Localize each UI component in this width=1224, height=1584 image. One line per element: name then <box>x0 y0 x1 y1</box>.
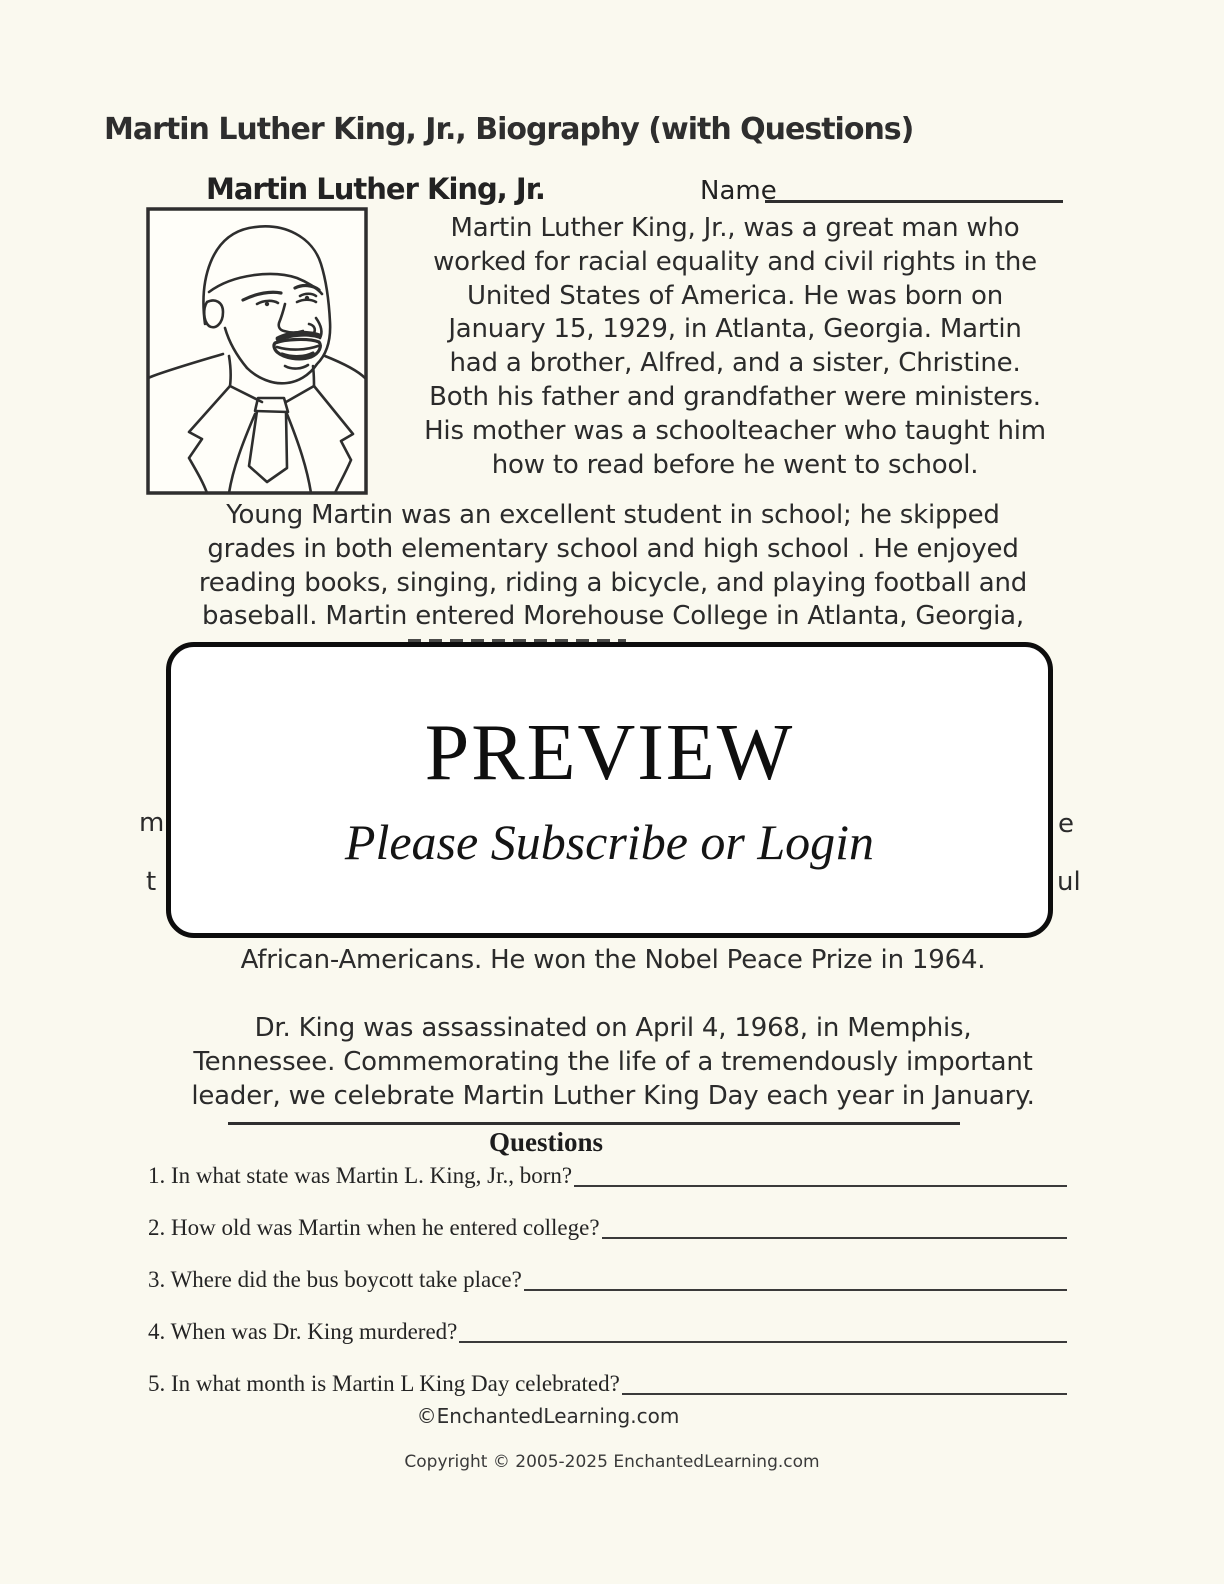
question-row <box>148 1264 1067 1294</box>
text-line: how to read before he went to school. <box>491 449 979 480</box>
text-line: Tennessee. Commemorating the life of a tremendously important <box>193 1046 1033 1077</box>
question-row <box>148 1160 1067 1190</box>
text-line: baseball. Martin entered Morehouse College in Atlanta, Georgia, <box>202 601 1024 632</box>
answer-blank <box>602 1237 1067 1239</box>
question-row <box>148 1316 1067 1346</box>
biography-paragraph-2 <box>134 499 1092 634</box>
text-line: leader, we celebrate Martin Luther King Day each year in January. <box>191 1080 1035 1111</box>
question-row <box>148 1212 1067 1242</box>
page-title: Martin Luther King, Jr., Biography (with Questions) <box>104 112 914 147</box>
question-text: 5. In what month is Martin L King Day celebrated? <box>148 1371 620 1396</box>
text-line: grades in both elementary school and high school . He enjoyed <box>207 533 1019 564</box>
name-label: Name <box>700 176 777 206</box>
section-divider <box>228 1122 960 1125</box>
preview-title: PREVIEW <box>424 709 795 797</box>
answer-blank <box>524 1289 1067 1291</box>
text-line: Young Martin was an excellent student in school; he skipped <box>226 500 1000 530</box>
subscribe-login-text[interactable]: Please Subscribe or Login <box>344 814 875 870</box>
answer-blank <box>459 1341 1067 1343</box>
text-line: Martin Luther King, Jr., was a great man who <box>450 213 1020 243</box>
text-line: His mother was a schoolteacher who taught him <box>424 415 1046 446</box>
text-line: had a brother, Alfred, and a sister, Christine. <box>449 348 1021 379</box>
question-text: 4. When was Dr. King murdered? <box>148 1319 458 1344</box>
questions-heading: Questions <box>488 1127 604 1157</box>
mlk-portrait-drawing <box>145 206 369 496</box>
answer-blank <box>574 1185 1067 1187</box>
name-blank <box>765 176 1063 203</box>
obscured-text-fragment: ul <box>1057 867 1081 897</box>
preview-overlay <box>166 642 1053 938</box>
text-line: reading books, singing, riding a bicycle, and playing football and <box>198 567 1028 598</box>
question-text: 2. How old was Martin when he entered college? <box>148 1215 600 1240</box>
obscured-text-fragment: t <box>146 867 157 897</box>
text-line: worked for racial equality and civil rights in the <box>433 246 1037 277</box>
text-line: Both his father and grandfather were ministers. <box>429 381 1041 412</box>
question-text: 3. Where did the bus boycott take place? <box>148 1267 522 1292</box>
enchantedlearning-credit: ©EnchantedLearning.com <box>416 1404 680 1428</box>
biography-paragraph-3: African-Americans. He won the Nobel Peace Prize in 1964. <box>240 945 986 975</box>
text-line: January 15, 1929, in Atlanta, Georgia. Martin <box>448 314 1022 345</box>
obscured-text-fragment: m <box>139 808 165 838</box>
question-row <box>148 1368 1067 1398</box>
text-line: United States of America. He was born on <box>466 280 1004 311</box>
biography-paragraph-4 <box>134 1012 1092 1113</box>
text-line: Dr. King was assassinated on April 4, 1968, in Memphis, <box>254 1013 972 1043</box>
biography-paragraph-1 <box>378 212 1092 482</box>
worksheet-heading: Martin Luther King, Jr. <box>206 172 545 206</box>
copyright-footer: Copyright © 2005-2025 EnchantedLearning.com <box>404 1452 820 1472</box>
obscured-text-fragment: e <box>1058 809 1074 839</box>
answer-blank <box>622 1393 1067 1395</box>
question-text: 1. In what state was Martin L. King, Jr., born? <box>148 1163 573 1188</box>
